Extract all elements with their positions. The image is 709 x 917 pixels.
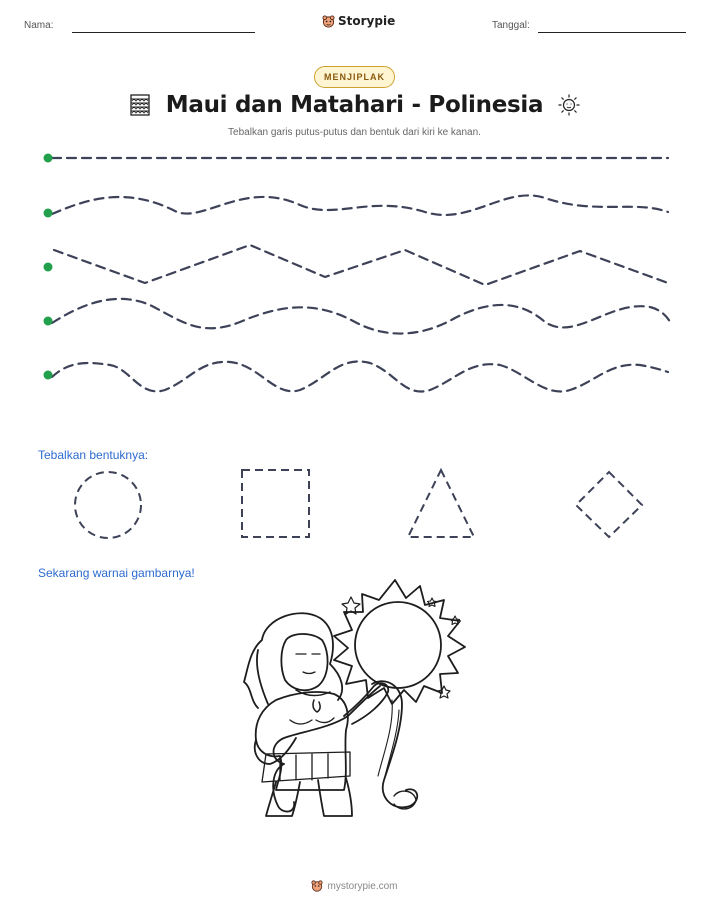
page-title: Maui dan Matahari - Polinesia xyxy=(165,92,544,118)
sun-disc xyxy=(355,602,441,688)
activity-badge: MENJIPLAK xyxy=(314,66,395,88)
sun-rays xyxy=(334,580,465,704)
storypie-logo-icon xyxy=(311,880,323,892)
instructions: Tebalkan garis putus-putus dan bentuk dari kiri ke kanan. xyxy=(228,127,481,138)
date-label: Tanggal: xyxy=(492,20,530,31)
maui-head xyxy=(281,634,327,690)
maui-legs xyxy=(266,778,352,816)
maui-chest xyxy=(290,718,334,724)
star-icon xyxy=(438,686,450,698)
name-label: Nama: xyxy=(24,20,54,31)
brand-name: Storypie xyxy=(338,14,396,28)
maui-face xyxy=(296,654,320,674)
coloring-section-label: Sekarang warnai gambarnya! xyxy=(38,566,195,580)
footer-url[interactable]: mystorypie.com xyxy=(327,880,398,892)
footer xyxy=(0,880,709,892)
maui-body xyxy=(256,692,348,790)
shapes-section-label: Tebalkan bentuknya: xyxy=(38,448,149,462)
